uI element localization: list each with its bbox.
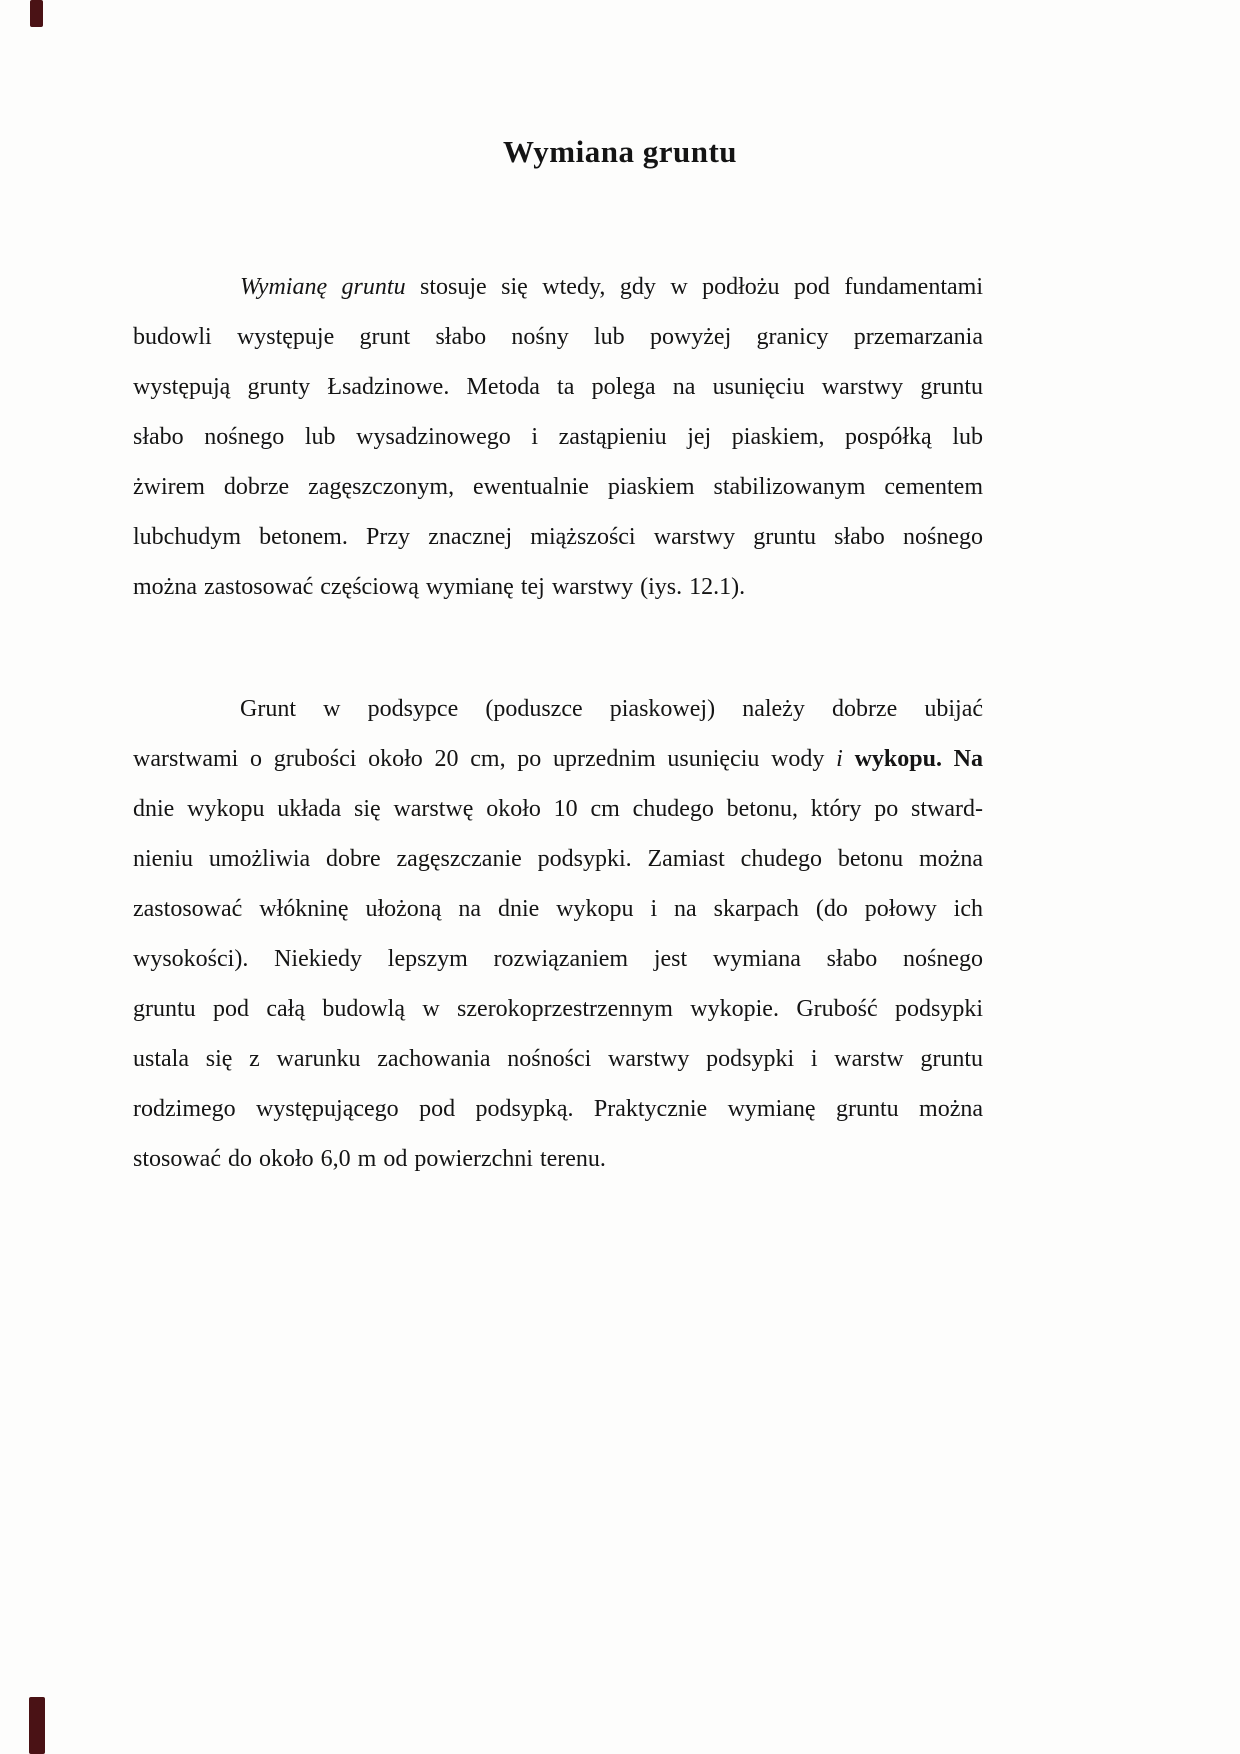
text-run: można zastosować częściową wymianę tej warstwy (iys. 12.1). bbox=[133, 574, 746, 600]
scan-artifact-bottom bbox=[29, 1697, 45, 1754]
text-line bbox=[133, 684, 983, 734]
text-run: stosować do około 6,0 m od powierzchni terenu. bbox=[133, 1146, 606, 1172]
text-run: słabo nośnego lub wysadzinowego i zastąpieniu jej piaskiem, pospółką lub bbox=[133, 424, 983, 450]
text-line bbox=[133, 412, 983, 462]
scan-artifact-top bbox=[30, 0, 43, 27]
text-line bbox=[133, 884, 983, 934]
text-line bbox=[133, 984, 983, 1034]
text-run: warstwami o grubości około 20 cm, po uprzednim usunięciu wody bbox=[133, 746, 837, 772]
text-line bbox=[133, 312, 983, 362]
text-run: gruntu pod całą budowlą w szerokoprzestrzennym wykopie. Grubość podsypki bbox=[133, 996, 983, 1022]
text-run: wysokości). Niekiedy lepszym rozwiązaniem jest wymiana słabo nośnego bbox=[133, 946, 983, 972]
text-run bbox=[843, 746, 855, 772]
text-run: rodzimego występującego pod podsypką. Praktycznie wymianę gruntu można bbox=[133, 1096, 983, 1122]
text-line bbox=[133, 1134, 983, 1184]
page-title: Wymiana gruntu bbox=[502, 134, 738, 169]
text-line bbox=[133, 262, 983, 312]
text-line bbox=[133, 362, 983, 412]
text-line bbox=[133, 562, 983, 612]
text-line bbox=[133, 462, 983, 512]
text-run: występują grunty Łsadzinowe. Metoda ta polega na usunięciu warstwy gruntu bbox=[133, 374, 983, 400]
text-run: Wymianę gruntu bbox=[240, 274, 406, 300]
document-body bbox=[133, 262, 983, 1256]
text-run: dnie wykopu układa się warstwę około 10 cm chudego betonu, który po stward- bbox=[133, 796, 983, 822]
text-run: lubchudym betonem. Przy znacznej miąższości warstwy gruntu słabo nośnego bbox=[133, 524, 983, 550]
text-run: wykopu. Na bbox=[854, 746, 983, 772]
text-run: i bbox=[836, 746, 843, 772]
text-run: Grunt w podsypce (poduszce piaskowej) należy dobrze ubijać bbox=[240, 696, 983, 722]
text-line bbox=[133, 1034, 983, 1084]
text-line bbox=[133, 1084, 983, 1134]
text-run: zastosować włókninę ułożoną na dnie wykopu i na skarpach (do połowy ich bbox=[133, 896, 983, 922]
text-line bbox=[133, 734, 983, 784]
paragraph bbox=[133, 262, 983, 612]
text-run: nieniu umożliwia dobre zagęszczanie podsypki. Zamiast chudego betonu można bbox=[133, 846, 983, 872]
paragraph bbox=[133, 684, 983, 1184]
text-line bbox=[133, 512, 983, 562]
text-run: budowli występuje grunt słabo nośny lub powyżej granicy przemarzania bbox=[133, 324, 983, 350]
text-run: ustala się z warunku zachowania nośności warstwy podsypki i warstw gruntu bbox=[133, 1046, 983, 1072]
text-line bbox=[133, 784, 983, 834]
text-run: żwirem dobrze zagęszczonym, ewentualnie piaskiem stabilizowanym cementem bbox=[133, 474, 983, 500]
text-line bbox=[133, 834, 983, 884]
text-line bbox=[133, 934, 983, 984]
text-run: stosuje się wtedy, gdy w podłożu pod fundamentami bbox=[405, 274, 983, 300]
